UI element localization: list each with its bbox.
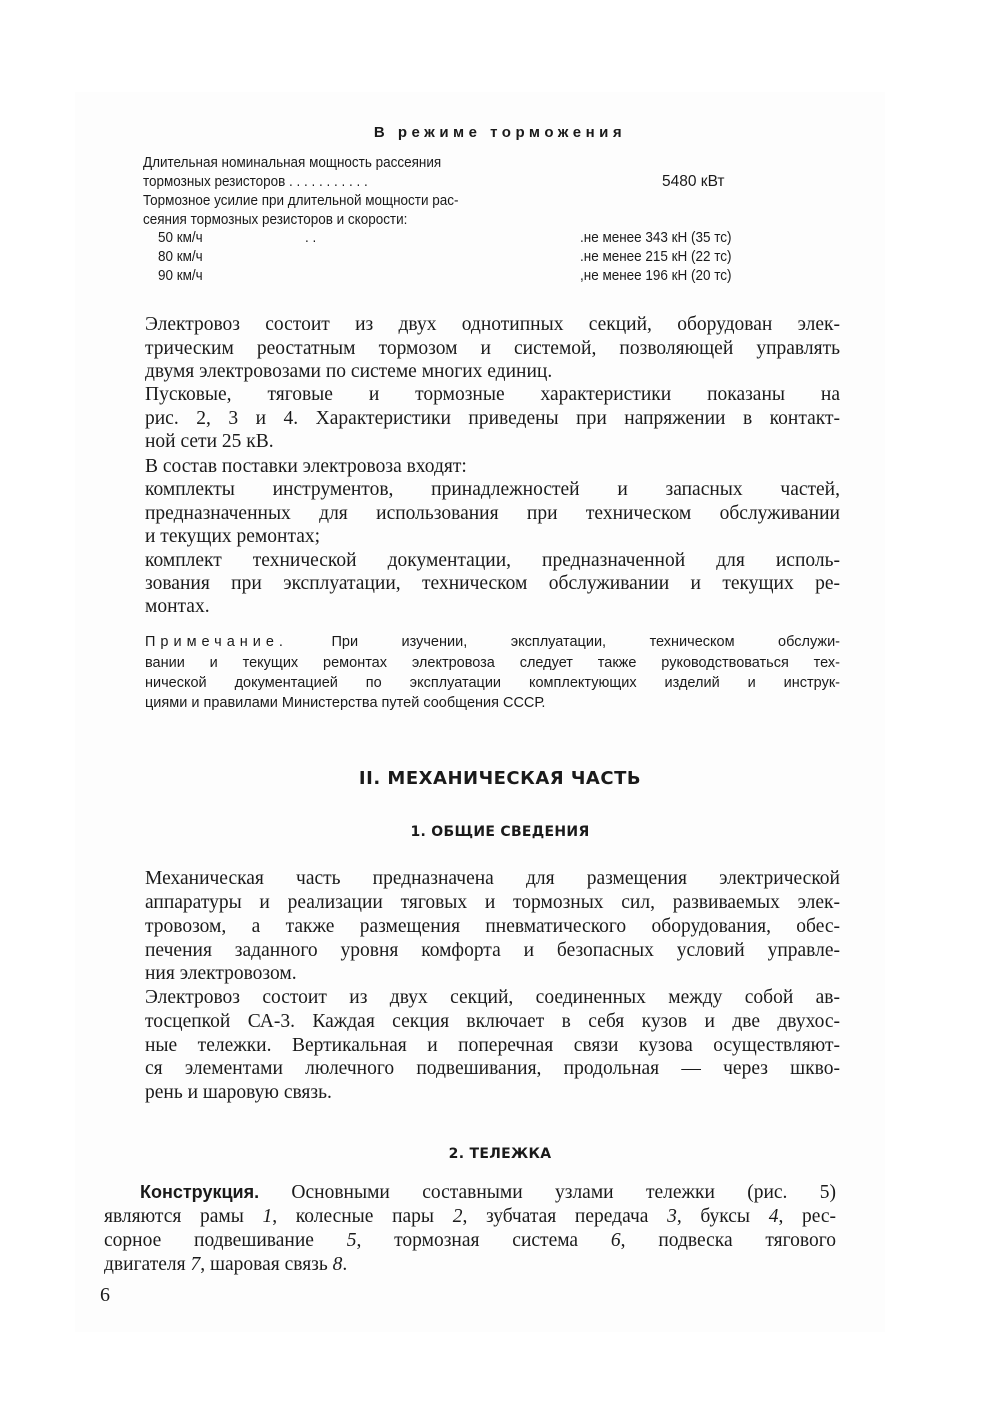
text-line [140, 1182, 836, 1204]
text-line: рень и шаровую связь. [145, 1082, 332, 1103]
text-line: печения заданного уровня комфорта и безопасных условий управле- [145, 940, 840, 961]
text-span: , шаровая связь [200, 1254, 333, 1275]
text-line: циями и правилами Министерства путей сообщения СССР. [145, 695, 546, 711]
note-first-line [145, 634, 840, 650]
text-line: тосцепкой СА-3. Каждая секция включает в себя кузов и две двухос- [145, 1011, 840, 1032]
text-line: трическим реостатным тормозом и системой, позволяющей управлять [145, 338, 840, 359]
text-line: ной сети 25 кВ. [145, 431, 274, 452]
speed-label: 50 км/ч [158, 230, 203, 246]
text-span: , тормозная система [356, 1230, 611, 1251]
section-heading: II. МЕХАНИЧЕСКАЯ ЧАСТЬ [358, 768, 642, 789]
text-line: монтах. [145, 596, 210, 617]
ref-number: 8 [332, 1254, 343, 1275]
ref-number: 2 [452, 1206, 463, 1227]
text-span: являются рамы [104, 1206, 263, 1227]
text-span: . [342, 1254, 348, 1275]
subsection-heading-general: 1. ОБЩИЕ СВЕДЕНИЯ [410, 824, 590, 840]
text-span: , буксы [676, 1206, 769, 1227]
text-line: Пусковые, тяговые и тормозные характеристики показаны на [145, 384, 840, 405]
text-span: , подвеска тягового [620, 1230, 837, 1251]
text-line: предназначенных для использования при техническом обслуживании [145, 503, 840, 524]
speed-label: 90 км/ч [158, 268, 203, 284]
text-span: двигателя [104, 1254, 191, 1275]
spec-label-line: сеяния тормозных резисторов и скорости: [143, 212, 408, 228]
ref-number: 4 [768, 1206, 779, 1227]
intro-paragraph-3: В состав поставки электровоза входят: [145, 456, 467, 477]
note-label: Примечание. [145, 634, 288, 650]
text-line [104, 1254, 799, 1276]
text-span: , зубчатая передача [462, 1206, 668, 1227]
text-line: ния электровозом. [145, 963, 297, 984]
text-line: Механическая часть предназначена для размещения электрической [145, 868, 840, 889]
text-line: ся элементами люлечного подвешивания, продольная — через шкво- [145, 1058, 840, 1079]
text-line: Электровоз состоит из двух однотипных секций, оборудован элек- [145, 314, 840, 335]
ref-number: 7 [190, 1254, 201, 1275]
leader-dots: . . [305, 230, 317, 246]
ref-number: 5 [346, 1230, 357, 1251]
text-span: , колесные пары [272, 1206, 453, 1227]
text-line: комплекты инструментов, принадлежностей и запасных частей, [145, 479, 840, 500]
text-line: нической документацией по эксплуатации комплектующих изделий и инструк- [145, 675, 840, 691]
text-line [104, 1230, 836, 1252]
text-line: ные тележки. Вертикальная и поперечная связи кузова осуществляют- [145, 1035, 840, 1056]
run-in-heading: Конструкция. [140, 1182, 260, 1202]
text-line [104, 1206, 836, 1228]
text-span: Основными составными узлами тележки (рис. 5) [291, 1182, 836, 1203]
ref-number: 1 [262, 1206, 273, 1227]
spec-label-line: Длительная номинальная мощность рассеяния [143, 155, 442, 171]
text-line: Электровоз состоит из двух секций, соединенных между собой ав- [145, 987, 840, 1008]
subsection-heading-bogie: 2. ТЕЛЕЖКА [448, 1146, 552, 1162]
speed-label: 80 км/ч [158, 249, 203, 265]
text-span: сорное подвешивание [104, 1230, 347, 1251]
text-line: двумя электровозами по системе многих единиц. [145, 361, 553, 382]
page-number: 6 [100, 1284, 110, 1306]
brake-force-value: .не менее 343 кН (35 тс) [580, 230, 732, 246]
text-line: и текущих ремонтах; [145, 526, 321, 547]
text-line: тровозом, а также размещения пневматического оборудования, обес- [145, 916, 840, 937]
dissipation-power-value: 5480 кВт [662, 173, 725, 190]
text-line: вании и текущих ремонтах электровоза следует также руководствоваться тех- [145, 655, 840, 671]
brake-force-value: ,не менее 196 кН (20 тс) [580, 268, 732, 284]
spec-label-line: Тормозное усилие при длительной мощности рас- [143, 193, 459, 209]
text-line: рис. 2, 3 и 4. Характеристики приведены при напряжении в контакт- [145, 408, 840, 429]
ref-number: 3 [667, 1206, 677, 1227]
spec-label-line: тормозных резисторов . . . . . . . . . . . [143, 174, 368, 190]
braking-mode-title: В режиме торможения [373, 124, 627, 141]
brake-force-value: .не менее 215 кН (22 тс) [580, 249, 732, 265]
text-line: комплект технической документации, предназначенной для исполь- [145, 550, 840, 571]
text-line: аппаратуры и реализации тяговых и тормозных сил, развиваемых элек- [145, 892, 840, 913]
text-line: При изучении, эксплуатации, техническом обслужи- [331, 634, 841, 650]
text-span: , рес- [778, 1206, 837, 1227]
text-line: зования при эксплуатации, техническом обслуживании и текущих ре- [145, 573, 840, 594]
ref-number: 6 [610, 1230, 621, 1251]
